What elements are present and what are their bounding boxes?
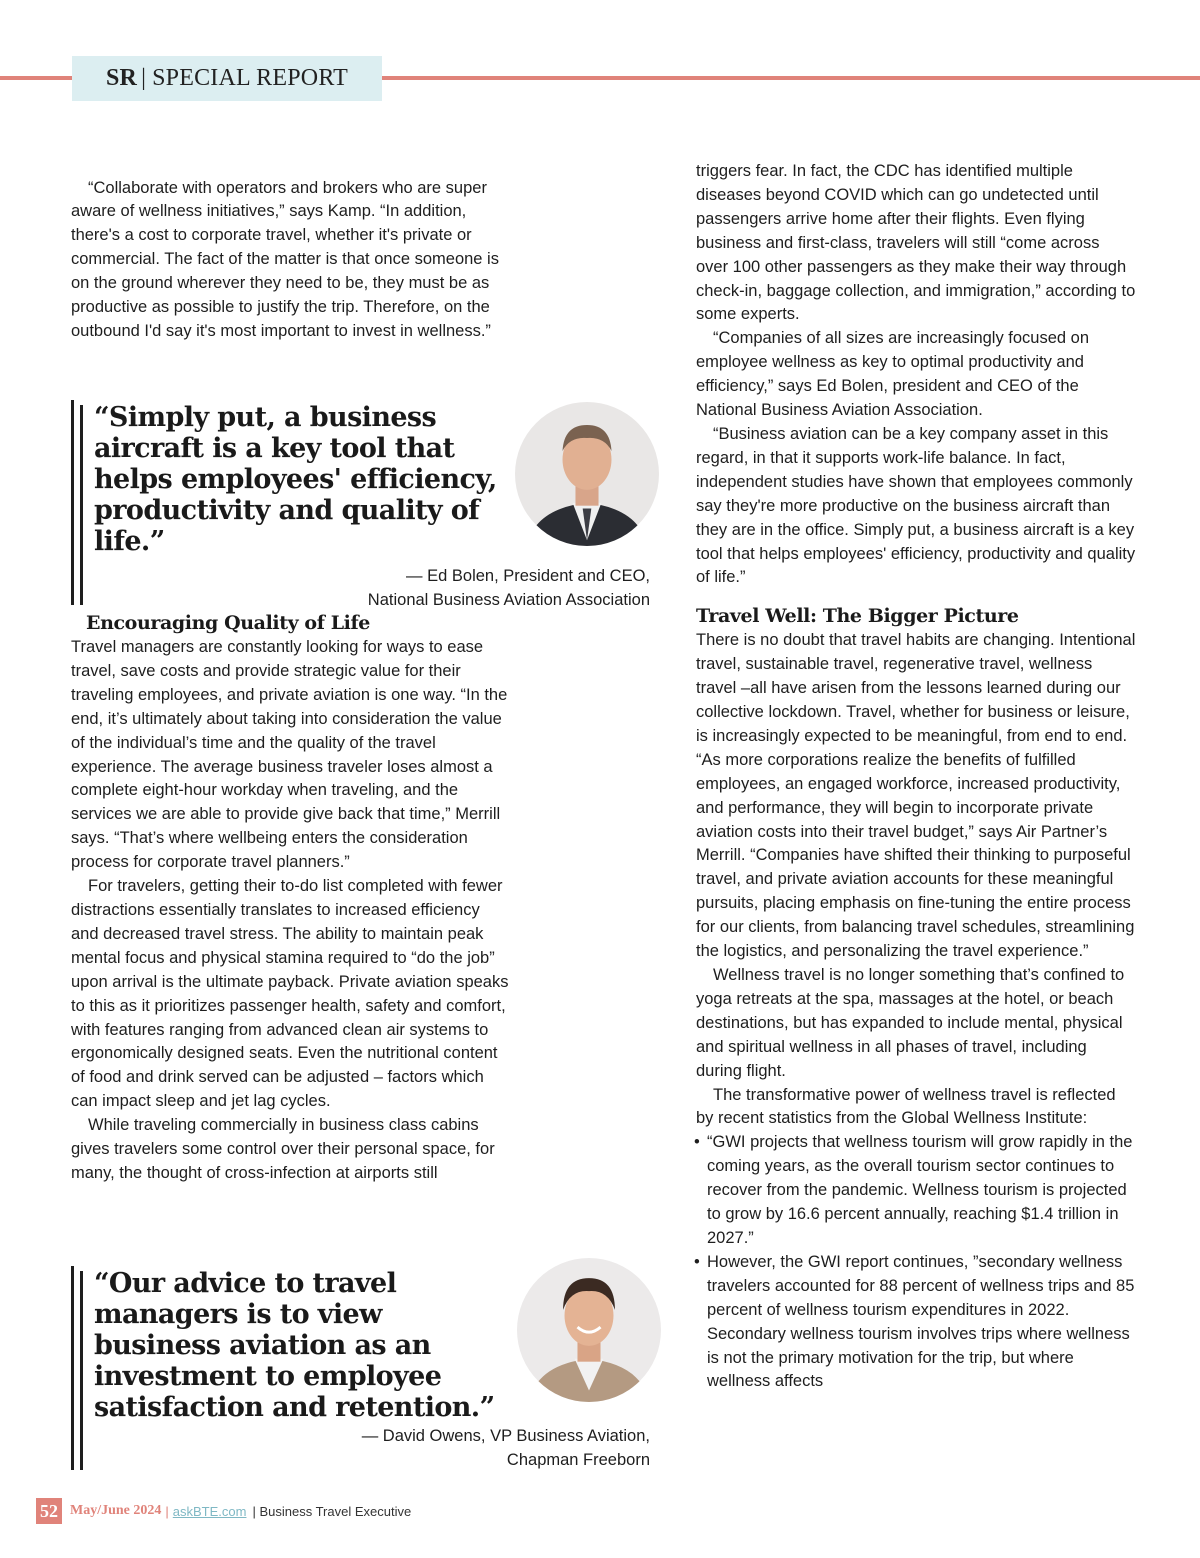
body-paragraph: For travelers, getting their to-do list completed with fewer distractions essentially translates to increased efficiency and decreased travel stress. The ability to maintain peak mental focus and physical stamina required to “do the job” upon arrival is the ultimate payback. Private aviation speaks to this as it prioritizes passenger health, safety and comfort, with features ranging from advanced clean air systems to ergonomically designed seats. Even the nutritional content of food and drink served can be adjusted – factors which can impact sleep and jet lag cycles. bbox=[71, 877, 509, 1111]
right-column-body bbox=[696, 160, 1136, 1394]
ed-bolen-portrait bbox=[515, 402, 659, 546]
website-link[interactable]: askBTE.com bbox=[172, 1503, 247, 1519]
body-paragraph: triggers fear. In fact, the CDC has identified multiple diseases beyond COVID which can go undetected until passengers arrive home after their flights. Even flying business and first-class, travelers will still “come across over 100 other passengers as they make their way through check-in, baggage collection, and immigration,” according to some experts. bbox=[696, 162, 1136, 324]
body-paragraph: “Business aviation can be a key company asset in this regard, in that it supports work-life balance. In fact, independent studies have shown that employees commonly say they're more productive on the business aircraft than they are in the office. Simply put, a business aircraft is a key tool that helps employees' efficiency, productivity and quality of life.” bbox=[696, 424, 1136, 587]
quote-attribution: — Ed Bolen, President and CEO, National Business Aviation Association bbox=[367, 567, 650, 609]
page-number: 52 bbox=[36, 1498, 62, 1524]
body-paragraph: Travel managers are constantly looking for ways to ease travel, save costs and provide strategic value for their traveling employees, and private aviation is one way. “In the end, it’s ultimately about taking into consideration the value of the individual’s time and the quality of the travel experience. The average business traveler loses almost a complete eight-hour workday when traveling, and the services we are able to provide give back that time,” Merrill says. “That’s where wellbeing enters the consideration process for corporate travel planners.” bbox=[71, 638, 508, 872]
publication-name: | Business Travel Executive bbox=[252, 1503, 412, 1519]
body-paragraph: “Companies of all sizes are increasingly focused on employee wellness as key to optimal productivity and efficiency,” says Ed Bolen, president and CEO of the National Business Aviation Association. bbox=[696, 329, 1090, 420]
section-heading-bigger-picture: Travel Well: The Bigger Picture bbox=[696, 605, 1019, 628]
section-header: SR | SPECIAL REPORT bbox=[72, 56, 382, 101]
david-owens-portrait bbox=[517, 1258, 661, 1402]
section-heading-quality: Encouraging Quality of Life bbox=[86, 612, 370, 634]
quote-attribution: — David Owens, VP Business Aviation, Chapman Freeborn bbox=[361, 1427, 650, 1469]
body-paragraph: The transformative power of wellness travel is reflected by recent statistics from the Global Wellness Institute: bbox=[696, 1085, 1116, 1128]
list-item: • “GWI projects that wellness tourism will grow rapidly in the coming years, as the overall tourism sector continues to recover from the pandemic. Wellness tourism is projected to grow by 16.6 percent annually, reaching $1.4 trillion in 2027.” bbox=[696, 1131, 1136, 1251]
quote-bars bbox=[71, 400, 85, 605]
intro-paragraph: “Collaborate with operators and brokers who are super aware of wellness initiatives,” says Kamp. “In addition, there's a cost to corporate travel, whether it's private or commercial. The fact of the matter is that once someone is on the ground wherever they need to be, they must be as productive as possible to justify the trip. Therefore, on the outbound I'd say it's most important to invest in wellness.” bbox=[71, 178, 499, 340]
body-paragraph: There is no doubt that travel habits are changing. Intentional travel, sustainable travel, regenerative travel, wellness travel –all have arisen from the lessons learned during our collective lockdown. Travel, whether for business or leisure, is increasingly expected to be meaningful, from end to end. “As more corporations realize the benefits of fulfilled employees, an engaged workforce, increased productivity, and performance, they will begin to incorporate private aviation costs into their travel budget,” says Air Partner’s Merrill. “Companies have shifted their thinking to purposeful travel, and private aviation accounts for these meaningful pursuits, placing emphasis on fine-tuning the entire process for our clients, from balancing travel schedules, streamlining the logistics, and personalizing the travel experience.” bbox=[696, 631, 1136, 961]
issue-date: May/June 2024 bbox=[70, 1503, 162, 1518]
section-title: SPECIAL REPORT bbox=[152, 65, 348, 91]
quote-text: “Our advice to travel managers is to view business aviation as an investment to employee satisfaction and retention.” bbox=[94, 1268, 495, 1423]
page-footer: 52 May/June 2024 | askBTE.com | Business Travel Executive bbox=[36, 1498, 411, 1524]
pull-quote-owens bbox=[71, 1266, 651, 1470]
body-paragraph: While traveling commercially in business class cabins gives travelers some control over their personal space, for many, the thought of cross-infection at airports still bbox=[71, 1116, 495, 1182]
body-paragraph: Wellness travel is no longer something that’s confined to yoga retreats at the spa, massages at the hotel, or beach destinations, but has expanded to include mental, physical and spiritual wellness in all phases of travel, including during flight. bbox=[696, 966, 1125, 1080]
list-item: • However, the GWI report continues, ”secondary wellness travelers accounted for 88 percent of wellness trips and 85 percent of wellness tourism expenditures in 2022. Secondary wellness tourism involves trips where wellness is not the primary motivation for the trip, but where wellness affects bbox=[696, 1251, 1136, 1394]
quote-bars bbox=[71, 1266, 85, 1470]
pull-quote-bolen bbox=[71, 400, 651, 609]
section-abbr: SR bbox=[106, 65, 138, 91]
quote-text: “Simply put, a business aircraft is a key tool that helps employees' efficiency, productivity and quality of life.” bbox=[94, 402, 497, 557]
statistics-list bbox=[696, 1131, 1136, 1394]
left-column-body bbox=[71, 610, 511, 1186]
